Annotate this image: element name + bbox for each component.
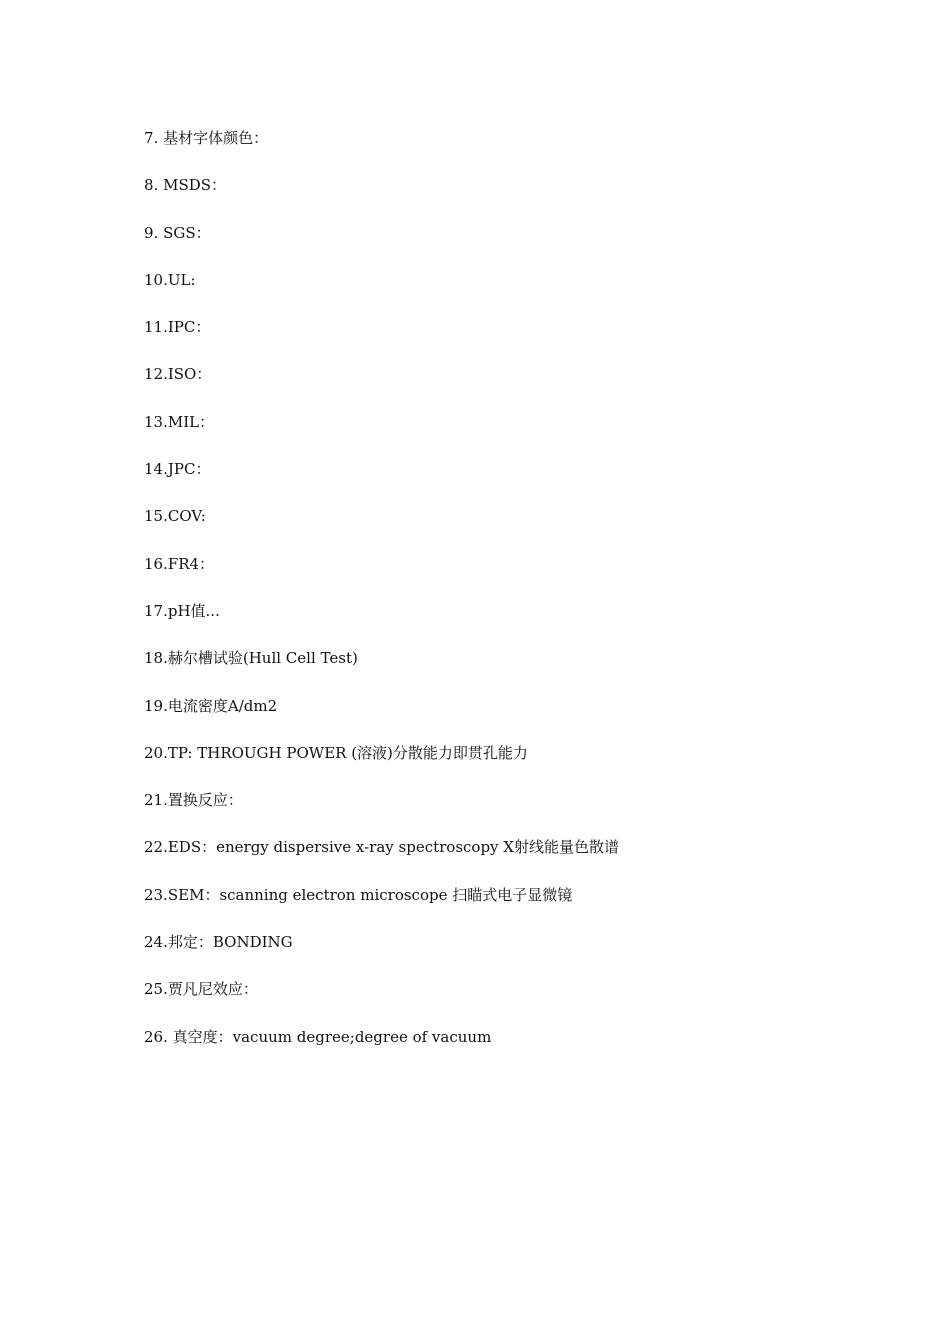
list-item: 18.赫尔槽试验(Hull Cell Test)	[144, 649, 358, 668]
list-item: 17.pH值...	[144, 601, 220, 620]
list-item: 23.SEM：scanning electron microscope 扫瞄式电子显微镜	[144, 885, 573, 904]
list-item: 20.TP: THROUGH POWER (溶液)分散能力即贯孔能力	[144, 743, 528, 762]
list-item: 19.电流密度A/dm2	[144, 696, 278, 715]
list-item: 24.邦定：BONDING	[144, 933, 293, 952]
list-item: 26. 真空度：vacuum degree;degree of vacuum	[144, 1027, 492, 1046]
list-item: 13.MIL：	[144, 412, 215, 431]
list-item: 9. SGS：	[144, 223, 211, 242]
list-item: 25.贾凡尼效应：	[144, 980, 258, 999]
list-item: 16.FR4：	[144, 554, 215, 573]
list-item: 11.IPC：	[144, 318, 211, 337]
list-item: 8. MSDS：	[144, 176, 227, 195]
list-item: 22.EDS：energy dispersive x-ray spectroscopy X射线能量色散谱	[144, 838, 619, 857]
list-item: 10.UL:	[144, 270, 196, 289]
list-item: 15.COV:	[144, 507, 206, 526]
list-item: 14.JPC：	[144, 460, 211, 479]
term-list	[144, 126, 884, 1072]
list-item: 21.置换反应：	[144, 791, 243, 810]
list-item: 7. 基材字体颜色：	[144, 129, 269, 147]
list-item: 12.ISO：	[144, 365, 212, 384]
